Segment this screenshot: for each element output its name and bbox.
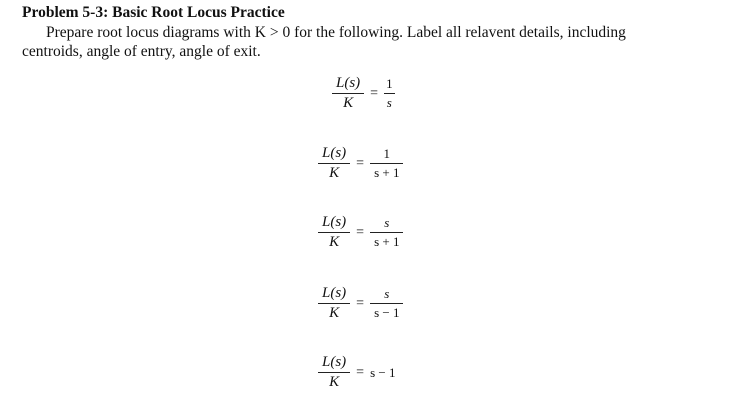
equation-2: [318, 145, 403, 182]
problem-title: Problem 5-3: Basic Root Locus Practice: [22, 4, 285, 21]
instructions-line-1: Prepare root locus diagrams with K > 0 for the following. Label all relavent details, including: [46, 24, 626, 41]
lhs-fraction: [318, 354, 350, 391]
lhs-denominator: K: [329, 165, 340, 181]
lhs-numerator: L(s): [318, 354, 350, 373]
rhs-numerator: 1: [384, 76, 395, 94]
equals-sign: =: [356, 295, 365, 311]
lhs-denominator: K: [329, 305, 340, 321]
equals-sign: =: [356, 364, 365, 380]
equation-5: [318, 354, 395, 391]
rhs-fraction: [370, 286, 403, 321]
rhs-denominator: s + 1: [374, 165, 400, 180]
rhs-fraction: [370, 215, 403, 250]
rhs-numerator: 1: [370, 146, 403, 164]
lhs-fraction: [332, 75, 364, 112]
rhs-fraction: [384, 76, 395, 111]
lhs-numerator: L(s): [332, 75, 364, 94]
lhs-denominator: K: [329, 234, 340, 250]
equals-sign: =: [356, 155, 365, 171]
lhs-denominator: K: [343, 95, 354, 111]
rhs-fraction: [370, 146, 403, 181]
rhs-numerator: s: [370, 286, 403, 304]
rhs-denominator: s + 1: [374, 234, 400, 249]
lhs-denominator: K: [329, 374, 340, 390]
lhs-fraction: [318, 285, 350, 322]
instructions-line-2: centroids, angle of entry, angle of exit.: [22, 43, 261, 60]
lhs-numerator: L(s): [318, 214, 350, 233]
equals-sign: =: [356, 224, 365, 240]
equation-3: [318, 214, 403, 251]
lhs-numerator: L(s): [318, 145, 350, 164]
rhs-denominator: s − 1: [374, 305, 400, 320]
equation-1: [332, 75, 395, 112]
equation-4: [318, 285, 403, 322]
rhs-numerator: s: [370, 215, 403, 233]
lhs-numerator: L(s): [318, 285, 350, 304]
problem-instructions: [22, 23, 722, 61]
lhs-fraction: [318, 145, 350, 182]
rhs-denominator: s: [386, 95, 392, 110]
lhs-fraction: [318, 214, 350, 251]
rhs-expression: s − 1: [370, 364, 396, 380]
equals-sign: =: [370, 85, 379, 101]
